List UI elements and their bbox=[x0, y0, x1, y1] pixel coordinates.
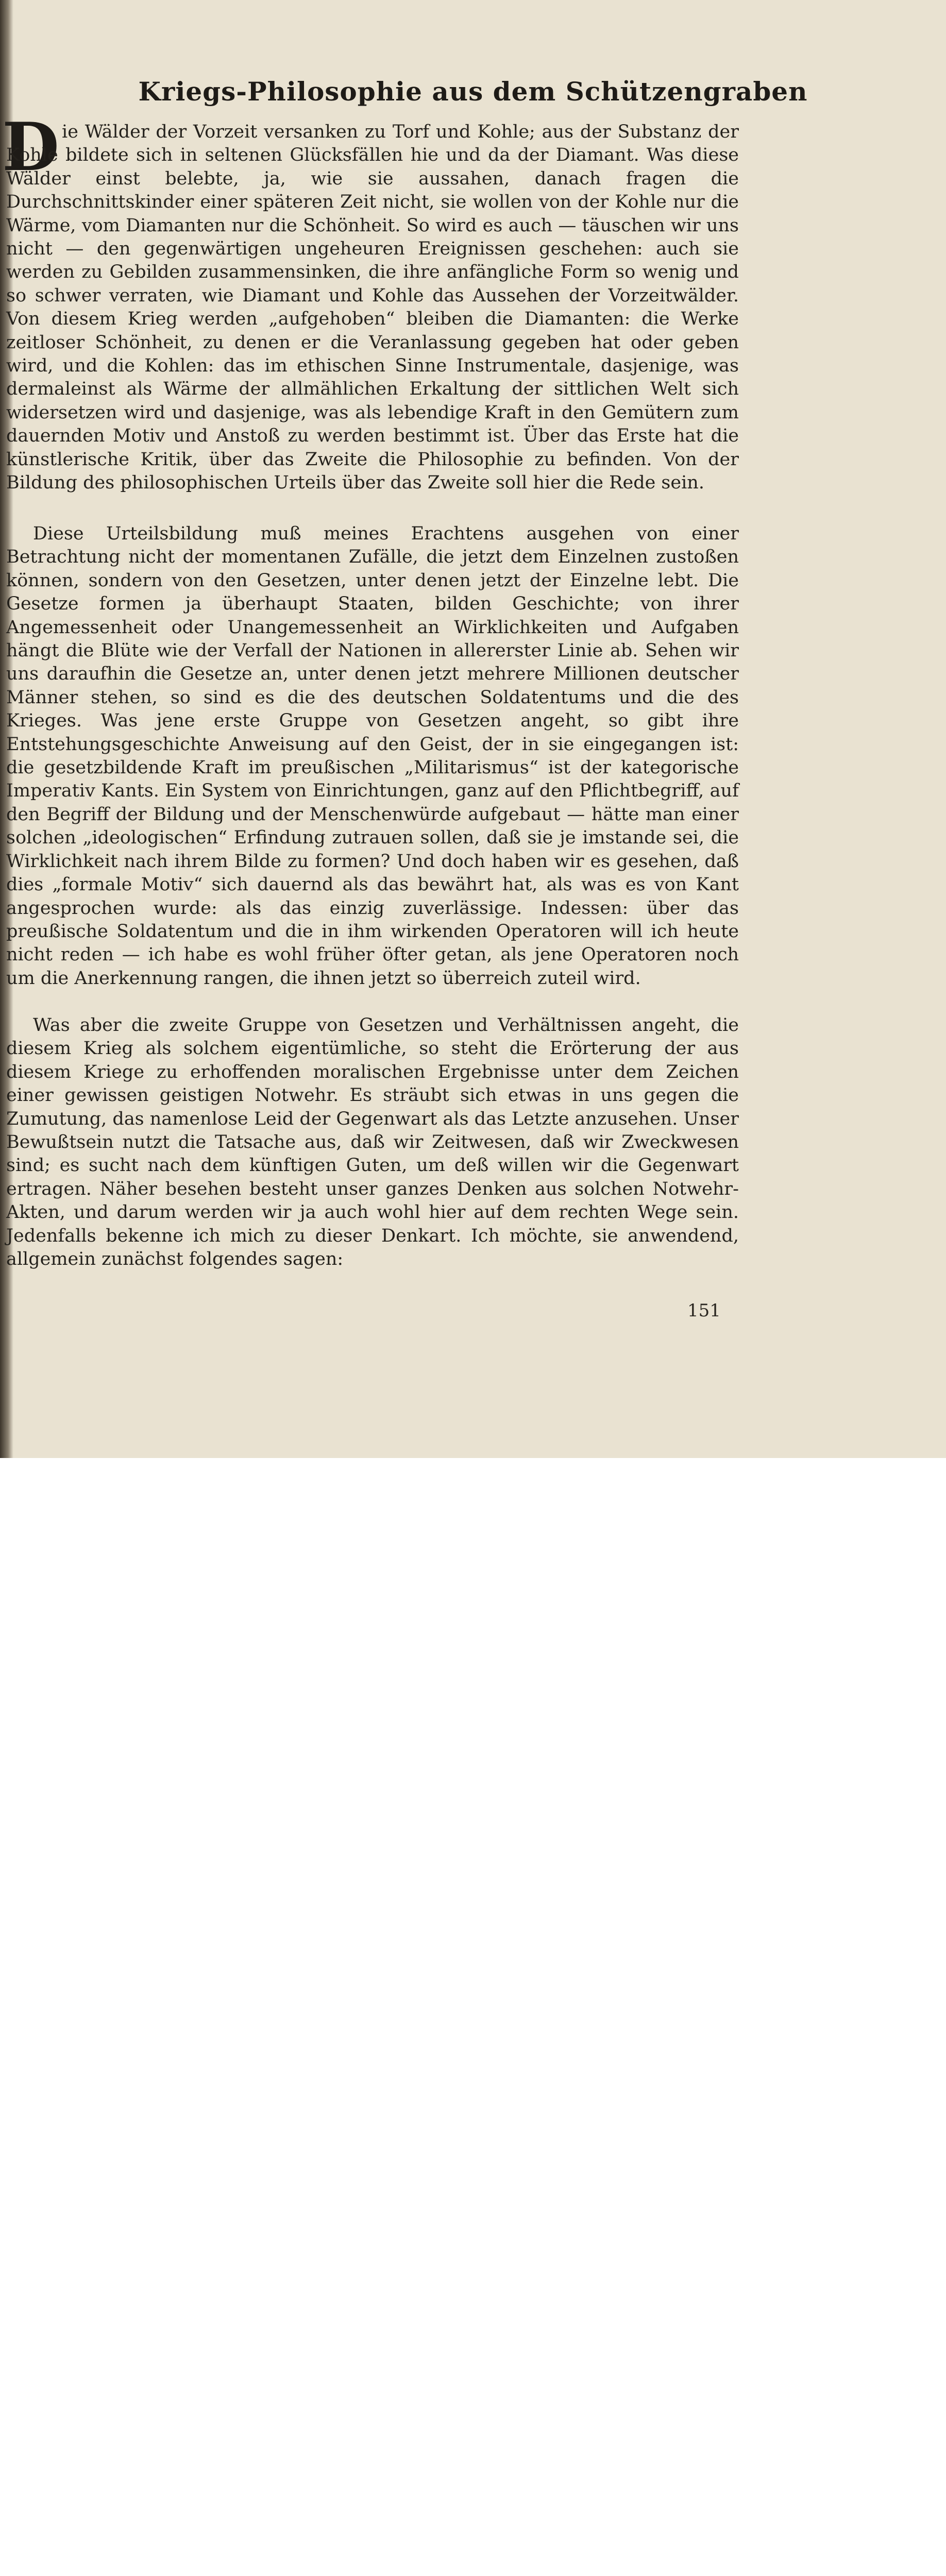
page-number: 151 bbox=[687, 1300, 721, 1321]
drop-cap: D bbox=[2, 109, 59, 186]
paragraph-3: Was aber die zweite Gruppe von Gesetzen und Verhältnissen angeht, die diesem Krieg als solchem eigentümliche, so steht die Erörterung der aus diesem Kriege zu erhoffenden moralischen Ergebnisse unter dem Zeichen einer gewissen geistigen Notwehr. Es sträubt sich etwas in uns gegen die Zumutung, das namenlose Leid der Gegenwart als das Letzte anzusehen. Unser Bewußtsein nutzt die Tatsache aus, daß wir Zeitwesen, daß wir Zweckwesen sind; es sucht nach dem künftigen Guten, um deß willen wir die Gegenwart ertragen. Näher besehen besteht unser ganzes Denken aus solchen Notwehr-Akten, und darum werden wir ja auch wohl hier auf dem rechten Wege sein. Jedenfalls bekenne ich mich zu dieser Denkart. Ich möchte, sie anwendend, allgemein zunächst folgendes sagen: bbox=[6, 1015, 739, 1270]
footer-bar bbox=[0, 1458, 946, 1530]
article-title: Kriegs-Philosophie aus dem Schützengraben bbox=[138, 76, 808, 107]
paragraph-1: ie Wälder der Vorzeit versanken zu Torf und Kohle; aus der Substanz der Kohle bildete sich in seltenen Glücksfällen hie und da der Diamant. Was diese Wälder einst belebte, ja, wie sie aussahen, danach fragen die Durchschnittskinder einer späteren Zeit nicht, sie wollen von der Kohle nur die Wärme, vom Diamanten nur die Schönheit. So wird es auch — täuschen wir uns nicht — den gegenwärtigen ungeheuren Ereignissen geschehen: auch sie werden zu Gebilden zusammensinken, die ihre anfängliche Form so wenig und so schwer verraten, wie Diamant und Kohle das Aussehen der Vorzeitwälder. Von diesem Krieg werden „aufgehoben“ bleiben die Diamanten: die Werke zeitloser Schönheit, zu denen er die Veranlassung gegeben hat oder geben wird, und die Kohlen: das im ethischen Sinne Instrumentale, dasjenige, was dermaleinst als Wärme der allmählichen Erkaltung der sittlichen Welt sich widersetzen wird und dasjenige, was als lebendige Kraft in den Gemütern zum dauernden Motiv und Anstoß zu werden bestimmt ist. Über das Erste hat die künstlerische Kritik, über das Zweite die Philosophie zu befinden. Von der Bildung des philosophischen Urteils über das Zweite soll hier die Rede sein. bbox=[6, 122, 739, 494]
paragraph-2: Diese Urteilsbildung muß meines Erachtens ausgehen von einer Betrachtung nicht der momentanen Zufälle, die jetzt dem Einzelnen zustoßen können, sondern von den Gesetzen, unter denen jetzt der Einzelne lebt. Die Gesetze formen ja überhaupt Staaten, bilden Geschichte; von ihrer Angemessenheit oder Unangemessenheit an Wirklichkeiten und Aufgaben hängt die Blüte wie der Verfall der Nationen in allererster Linie ab. Sehen wir uns daraufhin die Gesetze an, unter denen jetzt mehrere Millionen deutscher Männer stehen, so sind es die des deutschen Soldatentums und die des Krieges. Was jene erste Gruppe von Gesetzen angeht, so gibt ihre Entstehungsgeschichte Anweisung auf den Geist, der in sie eingegangen ist: die gesetzbildende Kraft im preußischen „Militarismus“ ist der kategorische Imperativ Kants. Ein System von Einrichtungen, ganz auf den Pflichtbegriff, auf den Begriff der Bildung und der Menschenwürde aufgebaut — hätte man einer solchen „ideologischen“ Erfindung zutrauen sollen, daß sie je imstande sei, die Wirklichkeit nach ihrem Bilde zu formen? Und doch haben wir es gesehen, daß dies „formale Motiv“ sich dauernd als das bewährt hat, als was es von Kant angesprochen wurde: als das einzig zuverlässige. Indessen: über das preußische Soldatentum und die in ihm wirkenden Operatoren will ich heute nicht reden — ich habe es wohl früher öfter getan, als jene Operatoren noch um die Anerkennung rangen, die ihnen jetzt so überreich zuteil wird. bbox=[6, 523, 739, 989]
